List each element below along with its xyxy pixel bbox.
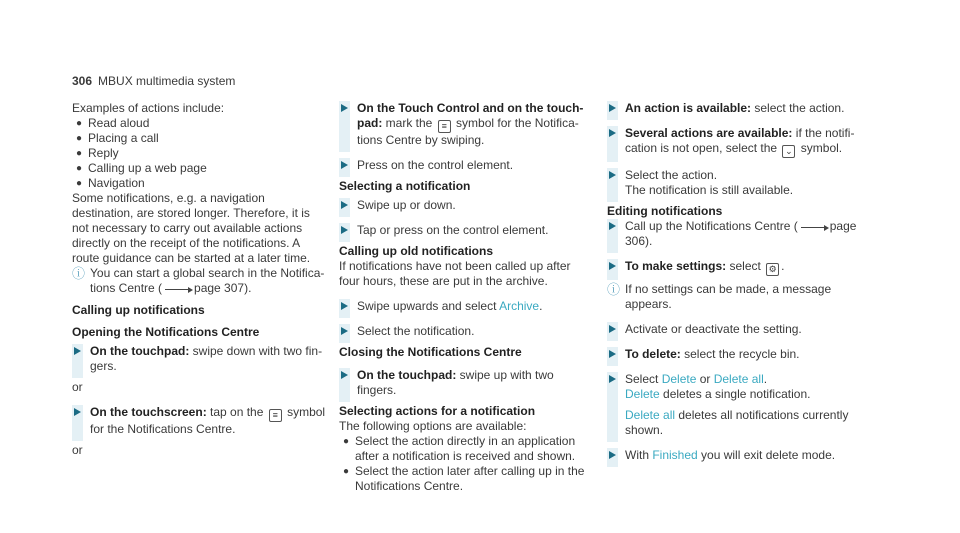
list-item: ● Calling up a web page xyxy=(76,161,207,175)
list-item: ● Placing a call xyxy=(76,131,159,145)
column-3 xyxy=(607,101,862,469)
intro-text: Examples of actions include: xyxy=(72,101,225,115)
step-arrow-icon xyxy=(72,405,83,441)
info-note: ⓘ If no settings can be made, a message appears. xyxy=(607,282,832,311)
step-arrow-icon xyxy=(72,344,83,378)
step-arrow-icon xyxy=(607,372,618,442)
gear-icon: ⚙ xyxy=(766,263,779,276)
step: On the touchscreen: tap on the ≡ symbol for the Notifications Centre. xyxy=(72,405,327,437)
step: On the touchpad: swipe down with two fingers. xyxy=(72,344,327,374)
step: Swipe upwards and select Archive. xyxy=(339,299,594,314)
delete-all-option[interactable]: Delete all xyxy=(625,408,676,422)
step: An action is available: select the action. xyxy=(607,101,862,116)
page-ref-link[interactable]: page 307). xyxy=(194,281,252,295)
step: On the touchpad: swipe up with two fingers. xyxy=(339,368,594,398)
delete-all-option[interactable]: Delete all xyxy=(713,372,764,386)
archive-option[interactable]: Archive xyxy=(499,299,540,313)
step-arrow-icon xyxy=(607,259,618,280)
section-heading: Closing the Notifications Centre xyxy=(339,345,522,359)
finished-option[interactable]: Finished xyxy=(652,448,698,462)
section-heading: Selecting actions for a notification xyxy=(339,404,536,418)
section-heading: Selecting a notification xyxy=(339,179,471,193)
list-item: ● Read aloud xyxy=(76,116,150,130)
step: To make settings: select ⚙ . xyxy=(607,259,862,276)
step: Call up the Notifications Centre ( page 306). xyxy=(607,219,862,249)
delete-option[interactable]: Delete xyxy=(661,372,697,386)
page-title: MBUX multimedia system xyxy=(98,74,236,88)
paragraph: If notifications have not been called up after four hours, these are put in the archive. xyxy=(339,259,571,288)
step: Press on the control element. xyxy=(339,158,594,173)
info-note: ⓘ You can start a global search in the Notifications Centre ( page 307). xyxy=(72,266,325,295)
delete-option[interactable]: Delete xyxy=(625,387,660,401)
step-arrow-icon xyxy=(339,223,350,242)
step: To delete: select the recycle bin. xyxy=(607,347,862,362)
step-arrow-icon xyxy=(339,368,350,402)
step-arrow-icon xyxy=(339,158,350,177)
step-arrow-icon xyxy=(339,198,350,217)
step-arrow-icon xyxy=(607,168,618,202)
step: Activate or deactivate the setting. xyxy=(607,322,862,337)
page-ref-link[interactable]: page 306). xyxy=(625,219,857,248)
column-2 xyxy=(339,101,594,494)
list-item: ● Navigation xyxy=(76,176,145,190)
page-ref-arrow-icon xyxy=(801,219,827,228)
list-item: ● Reply xyxy=(76,146,119,160)
step-arrow-icon xyxy=(607,347,618,366)
step-arrow-icon xyxy=(607,322,618,341)
paragraph: Some notifications, e.g. a navigation destination, are stored longer. Therefore, it is not necessary to carry out available actions directly on the receipt of the notifications. A route guidance can be started at a later time. xyxy=(72,191,311,265)
step-arrow-icon xyxy=(607,448,618,467)
step-arrow-icon xyxy=(607,126,618,162)
step: With Finished you will exit delete mode. xyxy=(607,448,862,463)
step-arrow-icon xyxy=(339,324,350,343)
paragraph: The following options are available: xyxy=(339,419,527,433)
step: Select Delete or Delete all. Delete deletes a single notification. Delete all deletes all notifications currently shown. xyxy=(607,372,862,438)
step: Swipe up or down. xyxy=(339,198,594,213)
notifications-centre-icon: ≡ xyxy=(269,409,282,422)
step: Select the action. The notification is still available. xyxy=(607,168,862,198)
step: On the Touch Control and on the touchpad: mark the ≡ symbol for the Notifications Centre by swiping. xyxy=(339,101,594,148)
section-heading: Calling up old notifications xyxy=(339,244,493,258)
or-text: or xyxy=(72,443,83,457)
section-heading: Editing notifications xyxy=(607,204,723,218)
info-icon: ⓘ xyxy=(72,266,86,281)
chevron-down-icon: ⌄ xyxy=(782,145,795,158)
section-heading: Calling up notifications xyxy=(72,303,205,317)
or-text: or xyxy=(72,380,83,394)
step: Several actions are available: if the notification is not open, select the ⌄ symbol. xyxy=(607,126,862,158)
column-1 xyxy=(72,101,327,458)
page-number: 306 xyxy=(72,74,93,88)
info-icon: ⓘ xyxy=(607,282,621,297)
step-arrow-icon xyxy=(607,219,618,253)
page-header xyxy=(72,74,235,89)
step-arrow-icon xyxy=(339,101,350,152)
step-arrow-icon xyxy=(607,101,618,120)
step-arrow-icon xyxy=(339,299,350,318)
step: Select the notification. xyxy=(339,324,594,339)
step: Tap or press on the control element. xyxy=(339,223,594,238)
page-ref-arrow-icon xyxy=(165,281,191,290)
subsection-heading: Opening the Notifications Centre xyxy=(72,325,260,339)
list-item: ● Select the action later after calling up in the Notifications Centre. xyxy=(343,464,585,493)
list-item: ● Select the action directly in an application after a notification is received and shown. xyxy=(343,434,576,463)
notifications-centre-icon: ≡ xyxy=(438,120,451,133)
